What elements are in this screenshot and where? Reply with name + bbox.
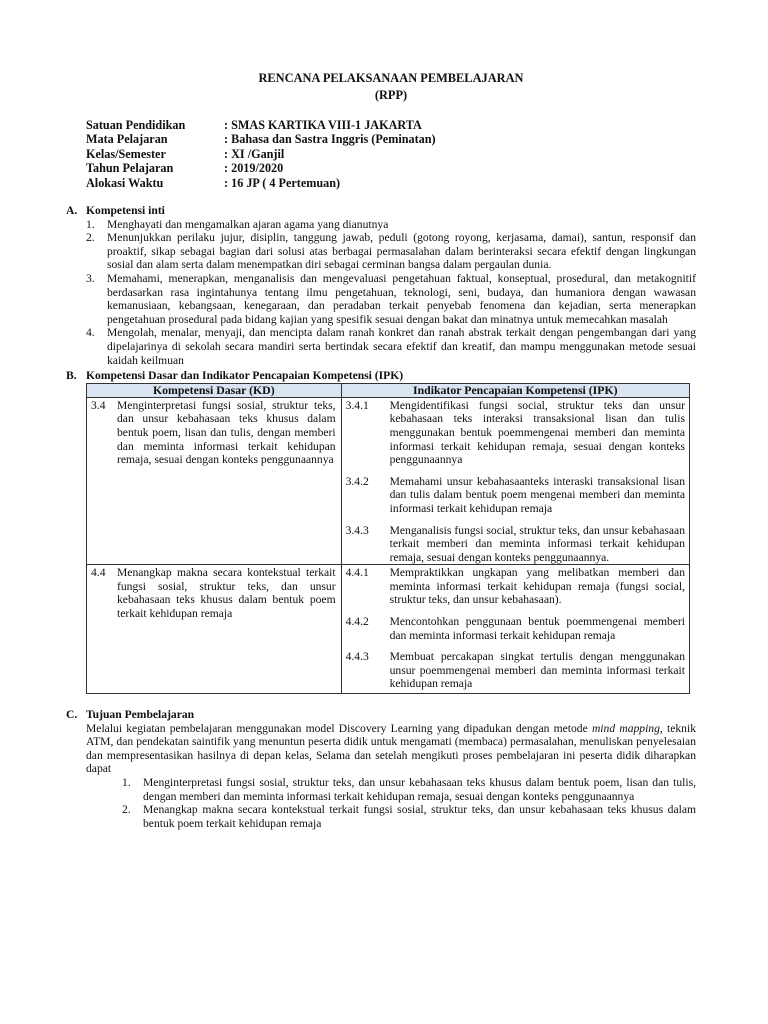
kd-ipk-table <box>86 383 690 694</box>
column-header-kd: Kompetensi Dasar (KD) <box>87 383 342 397</box>
section-letter: C. <box>66 708 78 722</box>
identity-value: : 16 JP ( 4 Pertemuan) <box>224 175 341 190</box>
kd-cell <box>87 397 342 565</box>
ipk-code: 3.4.2 <box>345 474 369 488</box>
item-text: Menginterpretasi fungsi sosial, struktur teks, dan unsur kebahasaan teks khusus dalam bentuk poem, lisan dan tulis, dengan memberi dan meminta informasi terkait kehidupan remaja, sesuai dengan konteks penggunaannya <box>143 776 696 803</box>
identity-table <box>86 118 436 190</box>
section-letter: A. <box>66 204 78 218</box>
identity-key: Mata Pelajaran <box>86 132 168 147</box>
ipk-item <box>342 399 689 467</box>
paragraph-text: Melalui kegiatan pembelajaran menggunakan model Discovery Learning yang dipadukan dengan metode <box>86 721 592 735</box>
ipk-item <box>342 524 689 565</box>
ipk-code: 3.4.3 <box>345 523 369 537</box>
item-text: Menghayati dan mengamalkan ajaran agama yang dianutnya <box>107 217 389 231</box>
ipk-item <box>342 615 689 642</box>
tujuan-paragraph <box>86 722 696 776</box>
ipk-text: Mencontohkan penggunaan bentuk poemmengenai memberi dan meminta informasi terkait kehidupan remaja <box>389 615 685 642</box>
item-number: 4. <box>86 326 95 340</box>
identity-value: : 2019/2020 <box>224 161 284 176</box>
ipk-text: Memahami unsur kebahasaanteks interaski transaksional lisan dan tulis dalam bentuk poem mengenai memberi dan meminta informasi terkait kehidupan remaja <box>389 474 685 515</box>
identity-row <box>86 176 436 190</box>
section-title: Tujuan Pembelajaran <box>86 708 195 722</box>
ipk-text: Mempraktikkan ungkapan yang melibatkan memberi dan meminta informasi terkait kehidupan remaja (fungsi social, struktur teks, dan unsur kebahasaan). <box>389 566 685 607</box>
item-text: Mengolah, menalar, menyaji, dan mencipta dalam ranah konkret dan ranah abstrak terkait dengan pengembangan dari yang dipelajarinya di sekolah secara mandiri serta bertindak secara efektif dan kreatif, dan mampu menggunakan metode sesuai kaidah keilmuan <box>107 326 696 367</box>
paragraph-italic-text: mind mapping <box>591 721 660 735</box>
table-row <box>87 565 690 694</box>
list-item <box>86 218 696 232</box>
table-header-row <box>87 383 690 397</box>
ipk-code: 4.4.2 <box>345 615 369 629</box>
identity-key: Alokasi Waktu <box>86 175 164 190</box>
ipk-cell <box>341 397 689 565</box>
item-number: 2. <box>86 231 95 245</box>
document-subtitle: (RPP) <box>374 88 408 102</box>
item-text: Memahami, menerapkan, menganalisis dan mengevaluasi pengetahuan faktual, konseptual, prosedural, dan metakognitif berdasarkan rasa ingintahunya tentang ilmu pengetahuan, teknologi, seni, budaya, dan humaniora dengan wawasan kemanusiaan, kebangsaan, kenegaraan, dan peradaban terkait penyebab fenomena dan kejadian, serta menerapkan pengetahuan prosedural pada bidang kajian yang spesifik sesuai dengan bakat dan minatnya untuk memecahkan masalah <box>107 272 696 326</box>
list-item <box>122 776 696 803</box>
kd-code: 3.4 <box>91 398 106 412</box>
identity-value: : XI /Ganjil <box>224 146 285 161</box>
ipk-item <box>342 650 689 691</box>
identity-row <box>86 118 436 132</box>
item-number: 1. <box>86 217 95 231</box>
ipk-text: Membuat percakapan singkat tertulis dengan menggunakan unsur poemmengenai memberi dan meminta informasi terkait kehidupan remaja <box>389 650 685 691</box>
section-title: Kompetensi inti <box>86 204 165 218</box>
section-letter: B. <box>66 369 77 383</box>
kd-text: Menginterpretasi fungsi sosial, struktur teks, dan unsur kebahasaan teks khusus dalam bentuk poem, lisan dan tulis, dengan memberi dan meminta informasi terkait kehidupan remaja, sesuai dengan konteks penggunaannya <box>117 398 336 467</box>
kd-code: 4.4 <box>91 566 106 580</box>
list-item <box>122 803 696 830</box>
ipk-cell <box>341 565 689 694</box>
table-row <box>87 397 690 565</box>
item-text: Menunjukkan perilaku jujur, disiplin, tanggung jawab, peduli (gotong royong, kerjasama, damai), santun, responsif dan proaktif, sikap sebagai bagian dari solusi atas berbagai permasalahan dalam berinteraksi secara efektif dengan lingkungan sosial dan alam serta dalam menempatkan diri sebagai cerminan bangsa dalam pergaulan dunia. <box>107 231 696 272</box>
ipk-code: 3.4.1 <box>345 398 369 412</box>
ipk-text: Mengidentifikasi fungsi social, struktur teks dan unsur kebahasaan teks interaksi transaksional lisan dan tulis menggunakan bentuk poemmengenai memberi dan meminta informasi terkait kehidupan remaja, sesuai dengan konteks penggunaannya <box>389 398 685 467</box>
ipk-item <box>342 566 689 607</box>
section-a-heading <box>66 204 696 218</box>
kompetensi-inti-list <box>86 218 696 368</box>
section-c-heading <box>66 708 696 722</box>
column-header-ipk: Indikator Pencapaian Kompetensi (IPK) <box>341 383 689 397</box>
list-item <box>86 231 696 272</box>
item-number: 2. <box>122 803 131 817</box>
identity-row <box>86 147 436 161</box>
identity-key: Tahun Pelajaran <box>86 161 174 176</box>
item-number: 1. <box>122 776 131 789</box>
kd-cell <box>87 565 342 694</box>
item-text: Menangkap makna secara kontekstual terkait fungsi sosial, struktur teks, dan unsur kebahasaan teks khusus dalam bentuk poem terkait kehidupan remaja <box>143 803 696 830</box>
list-item <box>86 272 696 326</box>
identity-key: Satuan Pendidikan <box>86 118 186 132</box>
identity-row <box>86 132 436 146</box>
paragraph-text: , teknik ATM, dan pendekatan saintifik yang menuntun peserta didik untuk mengamati (membaca) permasalahan, menuliskan penyelesaian dan mempresentasikan hasilnya di depan kelas, Selama dan setelah mengikuti proses pembelajaran ini peserta didik diharapkan dapat <box>86 721 696 776</box>
identity-value: : Bahasa dan Sastra Inggris (Peminatan) <box>224 132 436 147</box>
ipk-text: Menganalisis fungsi social, struktur teks, dan unsur kebahasaan terkait memberi dan meminta informasi terkait kehidupan remaja, sesuai dengan konteks penggunaannya. <box>389 523 685 564</box>
ipk-code: 4.4.1 <box>345 566 369 580</box>
tujuan-list <box>86 776 696 830</box>
identity-key: Kelas/Semester <box>86 146 166 161</box>
ipk-item <box>342 475 689 516</box>
kd-text: Menangkap makna secara kontekstual terkait fungsi sosial, struktur teks, dan unsur kebahasaan teks khusus dalam bentuk poem terkait kehidupan remaja <box>117 566 336 621</box>
ipk-code: 4.4.3 <box>345 650 369 664</box>
item-number: 3. <box>86 272 95 285</box>
identity-value: : SMAS KARTIKA VIII-1 JAKARTA <box>224 118 422 132</box>
identity-row <box>86 161 436 175</box>
document-title: RENCANA PELAKSANAAN PEMBELAJARAN <box>258 71 524 85</box>
list-item <box>86 326 696 367</box>
section-b-heading <box>66 369 696 383</box>
section-title: Kompetensi Dasar dan Indikator Pencapaian Kompetensi (IPK) <box>86 369 404 383</box>
